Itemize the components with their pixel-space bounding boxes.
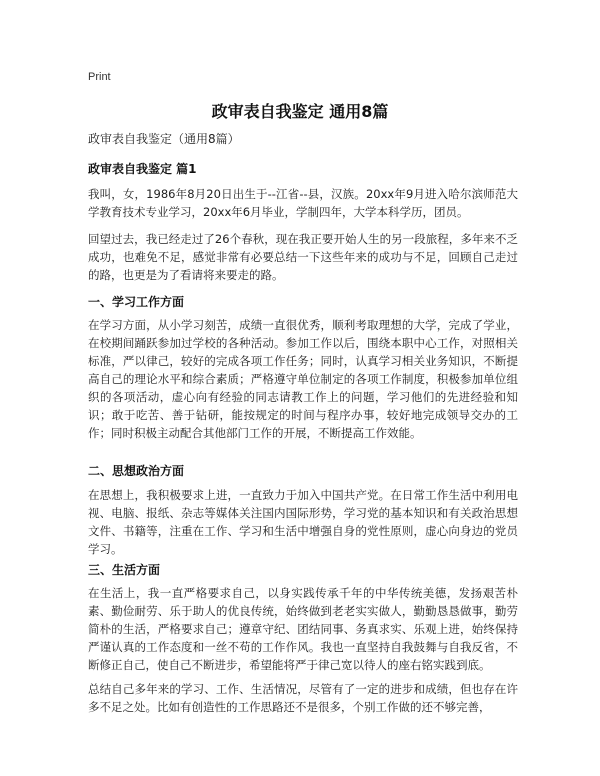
section-heading-life: 三、生活方面	[88, 563, 161, 577]
document-subtitle: 政审表自我鉴定（通用8篇）	[88, 132, 240, 146]
article-heading: 政审表自我鉴定 篇1	[88, 162, 197, 176]
intro-paragraph-2: 回望过去，我已经走过了26个春秋，现在我正要开始人生的另一段旅程，多年来不乏成功，也难免不足，感觉非常有必要总结一下这些年来的成功与不足，回顾自己走过的路，也更是为了看请将来要走的路。	[88, 232, 518, 282]
page-title: 政审表自我鉴定 通用8篇	[211, 102, 389, 121]
print-label[interactable]: Print	[88, 71, 111, 83]
intro-paragraph-1: 我叫，女，1986年8月20日出生于--江省--县，汉族。20xx年9月进入哈尔滨师范大学教育技术专业学习，20xx年6月毕业，学制四年，大学本科学历，团员。	[88, 187, 518, 219]
section-heading-study-work: 一、学习工作方面	[88, 295, 185, 309]
section-heading-politics: 二、思想政治方面	[88, 464, 185, 478]
section-text-politics: 在思想上，我积极要求上进，一直致力于加入中国共产党。在日常工作生活中利用电视、电脑、报纸、杂志等媒体关注国内国际形势，学习党的基本知识和有关政治思想文件、书籍等，注重在工作、学习和生活中增强自身的党性原则，虚心向身边的党员学习。	[88, 488, 518, 556]
closing-paragraph: 总结自己多年来的学习、工作、生活情况，尽管有了一定的进步和成绩，但也存在许多不足之处。比如有创造性的工作思路还不是很多，个别工作做的还不够完善，	[88, 682, 518, 714]
section-text-life: 在生活上，我一直严格要求自己，以身实践传承千年的中华传统美德，发扬艰苦朴素、勤俭耐劳、乐于助人的优良传统，始终做到老老实实做人，勤勤恳恳做事，勤劳简朴的生活，严格要求自己；遵章守纪、团结同事、务真求实、乐观上进，始终保持严谨认真的工作态度和一丝不苟的工作作风。我也一直坚持自我鼓舞与自我反省，不断修正自己，使自己不断进步，希望能将严于律己宽以待人的座右铭实践到底。	[88, 586, 518, 672]
section-text-study-work: 在学习方面，从小学习刻苦，成绩一直很优秀，顺利考取理想的大学，完成了学业，在校期间踊跃参加过学校的各种活动。参加工作以后，围绕本职中心工作，对照相关标准，严以律己，较好的完成各项工作任务；同时，认真学习相关业务知识，不断提高自己的理论水平和综合素质；严格遵守单位制定的各项工作制度，积极参加单位组织的各项活动，虚心向有经验的同志请教工作上的问题，学习他们的先进经验和知识；敢于吃苦、善于钻研，能按规定的时间与程序办事，较好地完成领导交办的工作；同时积极主动配合其他部门工作的开展，不断提高工作效能。	[88, 318, 518, 440]
